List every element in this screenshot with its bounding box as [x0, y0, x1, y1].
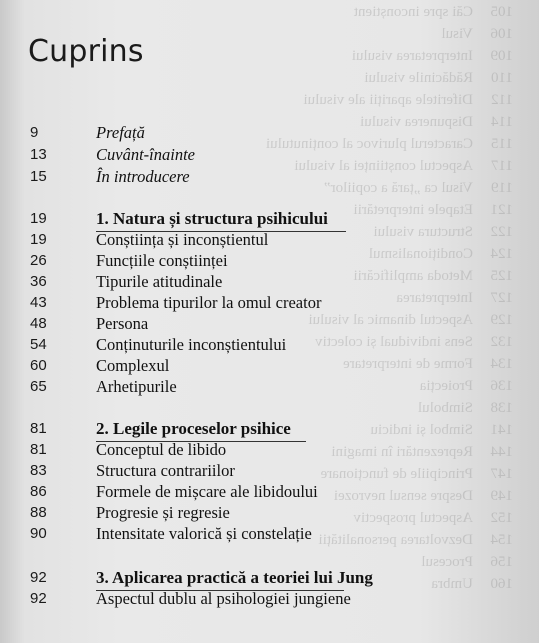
bleed-through-title: Dispunerea visului — [360, 114, 473, 130]
toc-page-number: 48 — [30, 315, 47, 332]
bleed-through-line — [370, 422, 513, 439]
bleed-through-line — [331, 444, 513, 461]
bleed-through-line — [418, 400, 513, 417]
bleed-through-title: Interpretarea — [396, 290, 473, 306]
toc-entry-title: Persona — [96, 314, 149, 333]
bleed-through-line — [353, 268, 513, 285]
bleed-through-page-number: 110 — [491, 70, 513, 86]
bleed-through-title: Caracterul plurivoc al conținutului — [265, 136, 473, 152]
toc-entry-title: Complexul — [96, 356, 170, 375]
bleed-through-page-number: 105 — [490, 4, 513, 20]
bleed-through-line — [353, 510, 513, 527]
toc-page-number: 60 — [30, 357, 47, 374]
bleed-through-title: Metoda amplificării — [353, 268, 473, 284]
toc-entry-title: Conceptul de libido — [96, 440, 227, 459]
bleed-through-page-number: 154 — [490, 532, 513, 548]
toc-page-number: 90 — [30, 525, 47, 542]
bleed-through-line — [431, 576, 513, 593]
bleed-through-title: Proiecția — [419, 378, 473, 394]
bleed-through-page-number: 129 — [490, 312, 513, 328]
bleed-through-title: Interpretarea visului — [351, 48, 473, 64]
bleed-through-page-number: 117 — [491, 158, 513, 174]
toc-entry-title: Problema tipurilor la omul creator — [96, 293, 322, 312]
bleed-through-page-number: 136 — [490, 378, 513, 394]
toc-page-number: 36 — [30, 273, 47, 290]
bleed-through-line — [354, 4, 513, 21]
toc-page-number: 19 — [30, 210, 47, 227]
toc-entry-title: Funcțiile conștiinței — [96, 251, 228, 270]
toc-page-number: 92 — [30, 569, 47, 586]
bleed-through-line — [334, 488, 513, 505]
bleed-through-page-number: 132 — [490, 334, 513, 350]
toc-page-number: 13 — [30, 146, 47, 163]
bleed-through-line — [360, 114, 513, 131]
bleed-through-title: Etapele interpretării — [353, 202, 473, 218]
bleed-through-line — [321, 466, 513, 483]
bleed-through-title: Condiționalismul — [368, 246, 473, 262]
bleed-through-page-number: 109 — [490, 48, 513, 64]
bleed-through-title: Aspectul conștiinței al visului — [294, 158, 473, 174]
toc-page-number: 86 — [30, 483, 47, 500]
toc-page-number: 65 — [30, 378, 47, 395]
toc-page-number: 9 — [30, 124, 39, 141]
bleed-through-line — [369, 246, 513, 263]
toc-entry-title: Conținuturile inconștientului — [96, 335, 287, 354]
bleed-through-title: Reprezentări în imagini — [331, 444, 473, 460]
toc-entry-title: Arhetipurile — [96, 377, 177, 396]
toc-entry-title: Conștiința și inconștientul — [96, 230, 269, 249]
bleed-through-page-number: 152 — [490, 510, 513, 526]
bleed-through-line — [364, 70, 513, 87]
bleed-through-title: Diferitele apariții ale visului — [303, 92, 473, 108]
toc-page-number: 81 — [30, 441, 47, 458]
bleed-through-line — [441, 26, 513, 43]
bleed-through-line — [420, 378, 513, 395]
bleed-through-title: Dezvoltarea personalității — [318, 532, 473, 548]
toc-page-number: 92 — [30, 590, 47, 607]
bleed-through-title: Aspectul dinamic al visului — [308, 312, 473, 328]
bleed-through-title: Principiile de funcționare — [320, 466, 473, 482]
bleed-through-title: Simbolul — [417, 400, 473, 416]
bleed-through-page-number: 114 — [491, 114, 513, 130]
toc-page-number: 26 — [30, 252, 47, 269]
toc-entry-title: Tipurile atitudinale — [96, 272, 223, 291]
bleed-through-title: Umbra — [431, 576, 473, 592]
bleed-through-page-number: 141 — [490, 422, 513, 438]
bleed-through-page-number: 144 — [490, 444, 513, 460]
bleed-through-line — [308, 312, 513, 329]
toc-entry-title: Cuvânt-înainte — [96, 145, 195, 164]
bleed-through-title: Structura visului — [373, 224, 473, 240]
bleed-through-line — [396, 290, 513, 307]
toc-entry-title: Aspectul dublu al psihologiei jungiene — [96, 589, 351, 608]
toc-page-number: 81 — [30, 420, 47, 437]
bleed-through-line — [421, 554, 513, 571]
page-title: Cuprins — [28, 34, 144, 69]
toc-page-number: 83 — [30, 462, 47, 479]
bleed-through-page-number: 160 — [490, 576, 513, 592]
toc-entry-title: Prefață — [96, 123, 145, 142]
bleed-through-line — [353, 202, 513, 219]
bleed-through-title: Visul ca „țară a copiilor” — [323, 180, 473, 196]
bleed-through-page-number: 119 — [491, 180, 513, 196]
bleed-through-page-number: 124 — [490, 246, 513, 262]
bleed-through-line — [266, 136, 513, 153]
toc-page-number: 54 — [30, 336, 47, 353]
toc-entry-title: În introducere — [96, 167, 190, 186]
bleed-through-line — [343, 356, 513, 373]
bleed-through-line — [352, 48, 513, 65]
bleed-through-title: Forme de interpretare — [343, 356, 473, 372]
bleed-through-title: Despre sensul nevrozei — [333, 488, 473, 504]
toc-page-number: 19 — [30, 231, 47, 248]
bleed-through-page-number: 156 — [490, 554, 513, 570]
toc-entry-title: Formele de mișcare ale libidoului — [96, 482, 318, 501]
toc-chapter-heading: 3. Aplicarea practică a teoriei lui Jung — [96, 568, 373, 587]
bleed-through-page-number: 125 — [490, 268, 513, 284]
bleed-through-title: Aspectul prospectiv — [353, 510, 473, 526]
toc-page-number: 43 — [30, 294, 47, 311]
bleed-through-page-number: 122 — [490, 224, 513, 240]
bleed-through-line — [373, 224, 513, 241]
bleed-through-page-number: 115 — [491, 136, 513, 152]
toc-entry-title: Progresie și regresie — [96, 503, 230, 522]
bleed-through-title: Simbol și indiciu — [370, 422, 473, 438]
bleed-through-page-number: 121 — [490, 202, 513, 218]
bleed-through-page-number: 147 — [490, 466, 513, 482]
bleed-through-line — [324, 180, 513, 197]
bleed-through-page-number: 149 — [490, 488, 513, 504]
bleed-through-title: Sens individual și colectiv — [315, 334, 473, 350]
toc-entry-title: Intensitate valorică și constelație — [96, 524, 312, 543]
bleed-through-page-number: 112 — [491, 92, 513, 108]
toc-page-number: 15 — [30, 168, 47, 185]
bleed-through-line — [315, 334, 513, 351]
bleed-through-page-number: 106 — [490, 26, 513, 42]
bleed-through-title: Visul — [441, 26, 473, 42]
bleed-through-page-number: 134 — [490, 356, 513, 372]
bleed-through-page-number: 127 — [490, 290, 513, 306]
bleed-through-line — [294, 158, 513, 175]
toc-entry-title: Structura contrariilor — [96, 461, 235, 480]
bleed-through-title: Rădăcinile visului — [364, 70, 473, 86]
bleed-through-line — [303, 92, 513, 109]
bleed-through-title: Căi spre inconștient — [353, 4, 473, 20]
bleed-through-title: Procesul — [421, 554, 473, 570]
toc-chapter-heading: 1. Natura și structura psihicului — [96, 209, 328, 228]
toc-page-number: 88 — [30, 504, 47, 521]
bleed-through-line — [318, 532, 513, 549]
toc-chapter-heading: 2. Legile proceselor psihice — [96, 419, 291, 438]
bleed-through-page-number: 138 — [490, 400, 513, 416]
